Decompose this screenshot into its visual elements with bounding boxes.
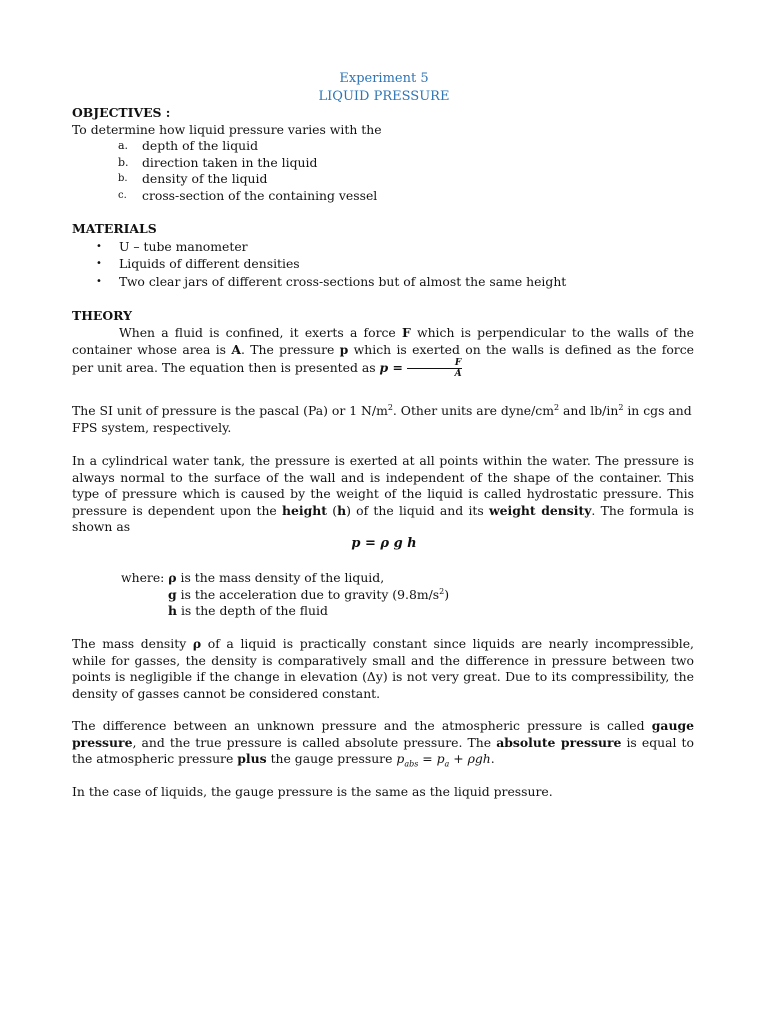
subscript: abs	[404, 759, 419, 769]
force-symbol: F	[401, 325, 411, 340]
text-run: )	[444, 586, 450, 602]
material-item	[72, 239, 694, 256]
text-run: is equal to the atmospheric pressure	[72, 734, 694, 766]
absolute-pressure-equation	[396, 751, 491, 769]
material-text: U – tube manometer	[119, 238, 248, 254]
objectives-intro: To determine how liquid pressure varies with the	[72, 121, 382, 137]
theory-paragraph-6: In the case of liquids, the gauge pressure is the same as the liquid pressure.	[72, 784, 553, 799]
theory-paragraph-1	[72, 325, 694, 379]
objective-text: cross-section of the containing vessel	[142, 187, 378, 203]
area-symbol: A	[231, 341, 241, 357]
text-run: The SI unit of pressure is the pascal (Pa) or 1 N/m	[72, 403, 388, 418]
list-marker: b.	[118, 155, 129, 169]
text-run: The difference between an unknown pressure and the atmospheric pressure is called	[72, 718, 652, 733]
theory-paragraph-2	[72, 403, 694, 436]
text-run: in cgs and FPS system, respectively.	[72, 403, 692, 435]
objectives-section	[72, 105, 694, 204]
bold-term: absolute pressure	[496, 734, 622, 750]
rho-symbol: ρ	[192, 636, 202, 651]
where-block	[121, 570, 621, 620]
bullet-icon: •	[96, 258, 102, 269]
experiment-number: Experiment 5	[339, 71, 429, 86]
theory-heading: THEORY	[72, 308, 132, 323]
equation-rest: + ρgh	[449, 751, 491, 766]
where-line-g	[121, 587, 621, 604]
list-marker: c.	[118, 189, 127, 201]
bullet-icon: •	[96, 275, 102, 287]
equation-lhs: p =	[379, 360, 403, 375]
text-run: which is exerted on the walls is defined as the force per unit area. The equation then is presented as	[72, 341, 694, 375]
g-symbol: g	[168, 586, 177, 602]
text-run: The mass density	[72, 636, 193, 651]
theory-paragraph-5	[72, 718, 694, 768]
text-run: . The pressure	[241, 341, 340, 357]
superscript: 2	[554, 402, 560, 412]
text-run: is the acceleration due to gravity (9.8m/s	[176, 586, 440, 602]
superscript: 2	[618, 402, 624, 412]
material-text: Liquids of different densities	[119, 256, 300, 271]
where-line-h	[121, 603, 621, 620]
text-run: and lb/in	[559, 403, 619, 418]
rho-symbol: ρ	[168, 570, 177, 585]
list-marker: b.	[118, 173, 128, 184]
objective-item	[72, 138, 694, 155]
objectives-heading: OBJECTIVES :	[72, 105, 171, 120]
bold-term: gauge pressure	[72, 718, 694, 750]
pressure-symbol: p	[339, 341, 349, 357]
superscript: 2	[439, 586, 445, 596]
material-item	[72, 274, 694, 291]
h-symbol: h	[168, 603, 178, 618]
theory-paragraph-4	[72, 636, 694, 702]
objective-item	[72, 155, 694, 172]
text-run: is the depth of the fluid	[177, 603, 328, 618]
text-run: . Other units are dyne/cm	[392, 403, 555, 418]
material-item	[72, 256, 694, 273]
equation-equals: =	[418, 751, 437, 766]
text-run: .	[490, 751, 495, 766]
objective-text: depth of the liquid	[142, 138, 259, 153]
text-run: the gauge pressure	[266, 751, 397, 766]
where-label: where:	[121, 570, 169, 585]
objective-text: direction taken in the liquid	[142, 154, 318, 170]
objective-item	[72, 171, 694, 188]
objective-item	[72, 188, 694, 205]
text-run: which is perpendicular to the walls of the container whose area is	[72, 325, 694, 357]
bold-term: h	[337, 502, 347, 518]
subscript: a	[444, 759, 450, 769]
equation-p: p	[436, 751, 445, 766]
text-run: In a cylindrical water tank, the pressure is exerted at all points within the water. The pressure is always normal to the surface of the wall and is independent of the shape of the container. This type of pressure which is caused by the weight of the liquid is called hydrostatic pressure. This pressure is dependent upon the	[72, 453, 694, 518]
page-title: LIQUID PRESSURE	[318, 89, 450, 104]
text-run: When a fluid is confined, it exerts a force	[119, 325, 402, 340]
text-run: is the mass density of the liquid,	[176, 570, 385, 585]
text-run: ) of the liquid and its	[346, 502, 489, 518]
text-run: . The formula is shown as	[72, 502, 694, 534]
text-run: of a liquid is practically constant since liquids are nearly incompressible, while for gasses, the density is comparatively small and the difference in pressure between two points is negligible if the change in elevation (Δy) is not very great. Due to its compressibility, the density of gasses cannot be considered constant.	[72, 636, 694, 701]
bullet-icon: •	[96, 240, 102, 252]
objective-text: density of the liquid	[142, 171, 268, 186]
bold-term: height	[282, 502, 327, 518]
equation-fraction	[407, 358, 462, 379]
fraction-numerator: F	[407, 358, 462, 369]
materials-heading: MATERIALS	[72, 221, 157, 236]
fraction-denominator: A	[454, 369, 462, 379]
where-line-rho	[121, 570, 621, 587]
bold-term: weight density	[488, 502, 592, 518]
superscript: 2	[387, 402, 393, 412]
material-text: Two clear jars of different cross-sections but of almost the same height	[119, 273, 567, 289]
materials-section	[72, 221, 694, 290]
text-run: , and the true pressure is called absolute pressure. The	[132, 734, 497, 750]
list-marker: a.	[118, 139, 129, 152]
theory-paragraph-3	[72, 453, 694, 536]
equation-p: p	[396, 751, 405, 766]
bold-term: plus	[237, 751, 267, 766]
text-run: (	[327, 502, 338, 518]
hydrostatic-formula: p = ρ g h	[351, 536, 417, 551]
